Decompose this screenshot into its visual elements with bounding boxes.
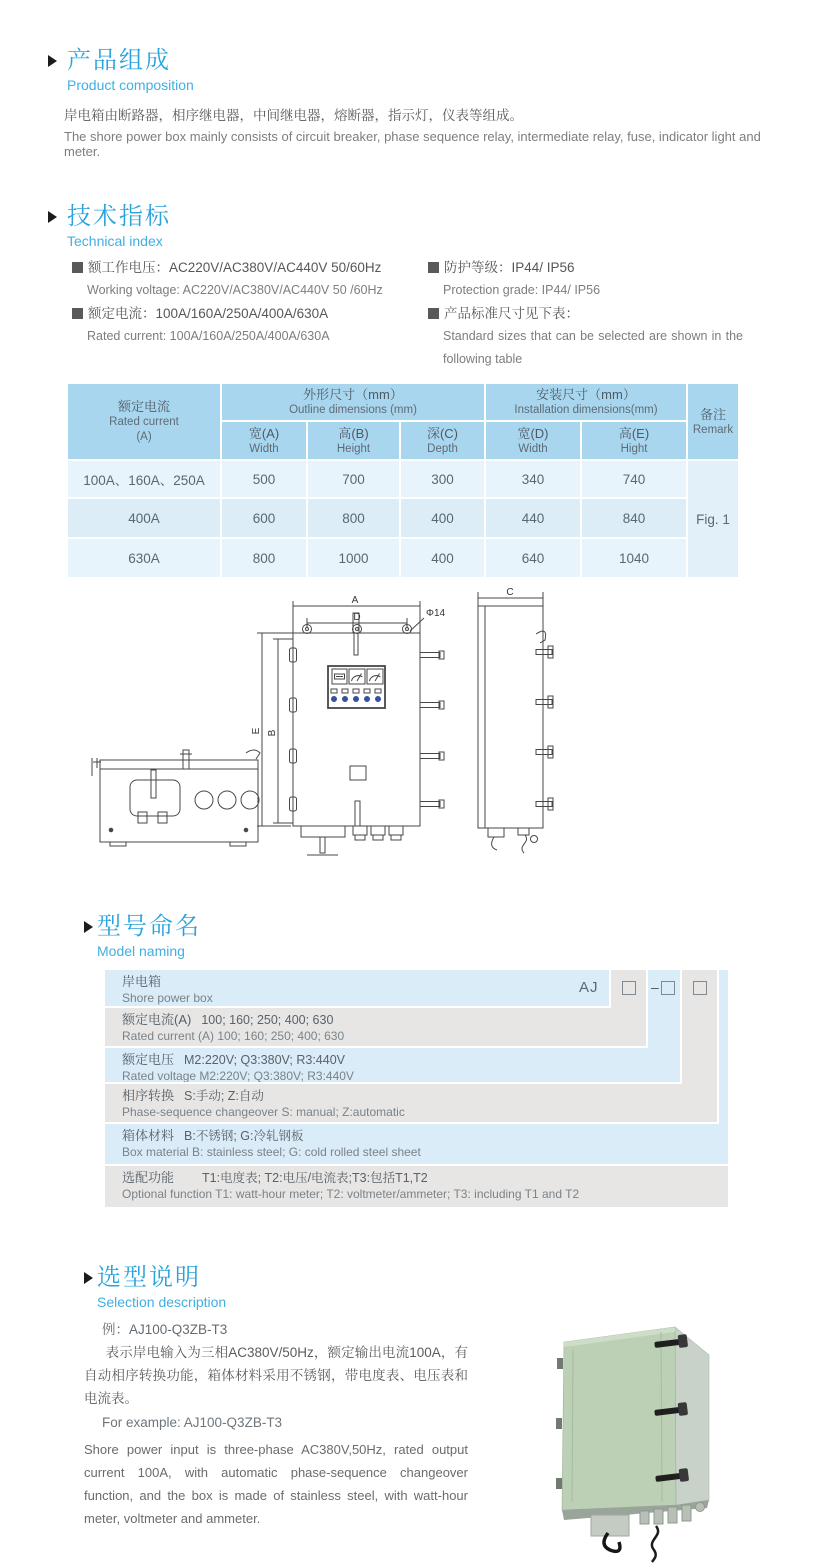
model-row-product bbox=[105, 970, 609, 1006]
model-code-box bbox=[661, 981, 675, 995]
dim-cell: 600 bbox=[222, 499, 306, 537]
dim-cell: 800 bbox=[308, 499, 399, 537]
section-title-zh: 技术指标 bbox=[67, 203, 171, 230]
dim-cell: 400 bbox=[401, 539, 484, 577]
front-view-drawing bbox=[257, 601, 444, 855]
selection-paragraph-zh: 表示岸电输入为三相AC380V/50Hz，额定输出电流100A，有自动相序转换功能，箱体材料采用不锈钢，带电度表、电压表和电流表。 bbox=[84, 1345, 468, 1406]
model-row-en: Shore power box bbox=[122, 991, 213, 1005]
section-composition-header bbox=[48, 46, 194, 93]
dim-cell: 340 bbox=[486, 461, 580, 497]
product-photo bbox=[528, 1292, 813, 1568]
spec-column-right bbox=[428, 256, 746, 371]
section-title-en: Product composition bbox=[67, 77, 194, 93]
square-bullet-icon bbox=[428, 308, 439, 319]
spec-zh-text: 产品标准尺寸见下表： bbox=[444, 306, 579, 321]
model-row-optional: 选配功能 T1:电度表; T2:电压/电流表;T3:包括T1,T2 Optional function T1: watt-hour meter; T2: voltmeter/ammeter; T3: including T1 and T2 bbox=[105, 1166, 728, 1207]
model-row-zh: 岸电箱 bbox=[122, 974, 162, 989]
col-header-width-d: 宽(D) Width bbox=[486, 422, 580, 459]
model-row-phase: 相序转换 S:手动; Z:自动 Phase-sequence changeover S: manual; Z:automatic bbox=[105, 1084, 717, 1122]
section-model-header bbox=[84, 912, 201, 959]
section-title-en: Technical index bbox=[67, 233, 163, 249]
spec-zh-text: 额工作电压：AC220V/AC380V/AC440V 50/60Hz bbox=[88, 260, 382, 275]
square-bullet-icon bbox=[428, 262, 439, 273]
col-header-remark: 备注 Remark bbox=[688, 384, 738, 459]
col-header-current: 额定电流 Rated current (A) bbox=[68, 384, 220, 459]
col-header-height-b: 高(B) Height bbox=[308, 422, 399, 459]
spec-en-text: Standard sizes that can be selected are shown in the following table bbox=[443, 329, 743, 366]
model-code-box bbox=[622, 981, 636, 995]
dim-cell: 740 bbox=[582, 461, 686, 497]
dim-cell: 100A、160A、250A bbox=[68, 461, 220, 497]
technical-drawing-svg bbox=[60, 578, 760, 878]
dim-cell: 800 bbox=[222, 539, 306, 577]
technical-drawing-figure bbox=[60, 578, 760, 883]
dim-cell: 1000 bbox=[308, 539, 399, 577]
section-arrow-icon bbox=[84, 921, 93, 933]
section-title-en: Selection description bbox=[97, 1294, 227, 1310]
dim-cell: 640 bbox=[486, 539, 580, 577]
spec-zh-text: 额定电流：100A/160A/250A/400A/630A bbox=[88, 306, 329, 321]
dim-label-c: C bbox=[506, 587, 514, 598]
spec-item bbox=[428, 302, 746, 371]
remark-cell: Fig. 1 bbox=[688, 461, 738, 577]
bottom-view-drawing bbox=[92, 750, 260, 846]
dim-cell: 700 bbox=[308, 461, 399, 497]
spec-zh-text: 防护等级：IP44/ IP56 bbox=[444, 260, 575, 275]
section-selection-header bbox=[84, 1263, 226, 1310]
square-bullet-icon bbox=[72, 308, 83, 319]
table-row bbox=[68, 499, 738, 537]
composition-body-zh: 岸电箱由断路器，相序继电器，中间继电器，熔断器，指示灯，仪表等组成。 bbox=[64, 108, 523, 123]
col-header-hight-e: 高(E) Hight bbox=[582, 422, 686, 459]
section-technical-header bbox=[48, 202, 171, 249]
table-row bbox=[68, 461, 738, 497]
col-header-width-a: 宽(A) Width bbox=[222, 422, 306, 459]
side-view-drawing bbox=[478, 592, 553, 853]
spec-item bbox=[72, 302, 420, 348]
section-title-zh: 产品组成 bbox=[67, 47, 171, 74]
dim-cell: 500 bbox=[222, 461, 306, 497]
model-code-prefix: AJ bbox=[579, 979, 599, 996]
section-title-en: Model naming bbox=[97, 943, 185, 959]
spec-column-left bbox=[72, 256, 420, 348]
dimension-table bbox=[66, 382, 740, 579]
dim-cell: 1040 bbox=[582, 539, 686, 577]
hole-label: Φ14 bbox=[426, 608, 446, 619]
spec-en-text: Working voltage: AC220V/AC380V/AC440V 50 /60Hz bbox=[87, 283, 383, 297]
model-code-dash: – bbox=[651, 979, 659, 995]
square-bullet-icon bbox=[72, 262, 83, 273]
selection-example-zh: 例：AJ100-Q3ZB-T3 bbox=[102, 1322, 228, 1337]
selection-example-en: For example: AJ100-Q3ZB-T3 bbox=[102, 1415, 283, 1430]
spec-item bbox=[72, 256, 420, 302]
model-code-box bbox=[693, 981, 707, 995]
model-row-current: 额定电流(A) 100; 160; 250; 400; 630 Rated current (A) 100; 160; 250; 400; 630 bbox=[105, 1008, 646, 1046]
dim-label-d: D bbox=[353, 612, 361, 623]
dim-cell: 400A bbox=[68, 499, 220, 537]
spec-en-text: Rated current: 100A/160A/250A/400A/630A bbox=[87, 329, 330, 343]
section-title-zh: 型号命名 bbox=[97, 913, 201, 940]
section-title-zh: 选型说明 bbox=[97, 1264, 201, 1291]
dim-cell: 440 bbox=[486, 499, 580, 537]
model-naming-table bbox=[105, 970, 728, 1207]
dim-label-e: E bbox=[251, 727, 262, 735]
col-group-outline: 外形尺寸（mm） Outline dimensions (mm) bbox=[222, 384, 484, 420]
dim-cell: 840 bbox=[582, 499, 686, 537]
model-row-material: 箱体材料 B:不锈钢; G:冷轧钢板 Box material B: stainless steel; G: cold rolled steel sheet bbox=[105, 1124, 728, 1164]
dim-cell: 300 bbox=[401, 461, 484, 497]
selection-paragraph-en: Shore power input is three-phase AC380V,50Hz, rated output current 100A, with automatic phase-sequence changeover function, and the box is made of stainless steel, with watt-hour meter, voltmeter and ammeter. bbox=[84, 1442, 468, 1526]
composition-body-en: The shore power box mainly consists of circuit breaker, phase sequence relay, intermediate relay, fuse, indicator light and meter. bbox=[64, 129, 761, 159]
section-arrow-icon bbox=[84, 1272, 93, 1284]
table-row bbox=[68, 539, 738, 577]
dim-label-b: B bbox=[267, 729, 278, 737]
section-arrow-icon bbox=[48, 211, 57, 223]
spec-en-text: Protection grade: IP44/ IP56 bbox=[443, 283, 601, 297]
section-arrow-icon bbox=[48, 55, 57, 67]
shore-power-box-photo bbox=[528, 1292, 813, 1568]
model-row-voltage: 额定电压 M2:220V; Q3:380V; R3:440V Rated voltage M2:220V; Q3:380V; R3:440V bbox=[105, 1048, 680, 1082]
spec-item bbox=[428, 256, 746, 302]
col-group-install: 安装尺寸（mm） Installation dimensions(mm) bbox=[486, 384, 686, 420]
dim-cell: 400 bbox=[401, 499, 484, 537]
col-header-depth-c: 深(C) Depth bbox=[401, 422, 484, 459]
dim-cell: 630A bbox=[68, 539, 220, 577]
dim-label-a: A bbox=[351, 595, 359, 606]
